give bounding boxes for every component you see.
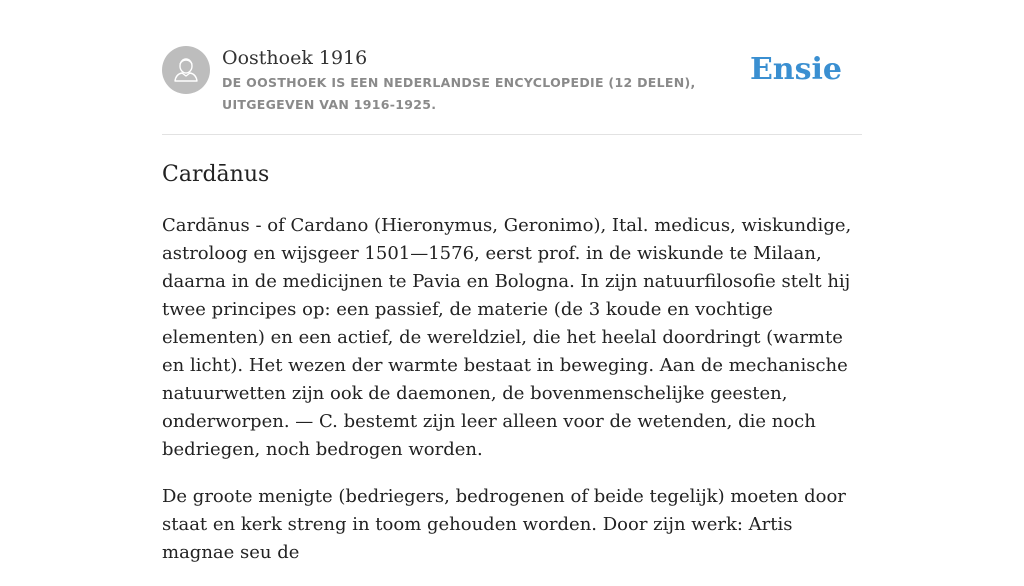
article-paragraph: Cardānus - of Cardano (Hieronymus, Geronimo), Ital. medicus, wiskundige, astroloog en wijsgeer 1501—1576, eerst prof. in de wiskunde te Milaan, daarna in de medicijnen te Pavia en Bologna. In zijn natuurfilosofie stelt hij twee principes op: een passief, de materie (de 3 koude en vochtige elementen) en een actief, de wereldziel, die het heelal doordringt (warmte en licht). Het wezen der warmte bestaat in beweging. Aan de mechanische natuurwetten zijn ook de daemonen, de bovenmenschelijke geesten, onderworpen. — C. bestemt zijn leer alleen voor de wetenden, die noch bedriegen, noch bedrogen worden. xyxy=(162,215,852,460)
avatar[interactable] xyxy=(162,46,210,94)
user-icon xyxy=(162,46,210,94)
page xyxy=(162,0,862,563)
article-title: Cardānus xyxy=(162,162,270,187)
article-paragraph: De groote menigte (bedriegers, bedrogenen of beide tegelijk) moeten door staat en kerk streng in toom gehouden worden. Door zijn werk: Artis magnae seu de xyxy=(162,486,846,563)
divider xyxy=(162,134,862,135)
source-description: DE OOSTHOEK IS EEN NEDERLANDSE ENCYCLOPEDIE (12 DELEN), UITGEGEVEN VAN 1916-1925. xyxy=(222,75,696,112)
article-body xyxy=(162,212,862,586)
brand-logo[interactable]: Ensie xyxy=(749,52,842,87)
source-name[interactable]: Oosthoek 1916 xyxy=(222,47,368,69)
source-header xyxy=(162,46,862,116)
